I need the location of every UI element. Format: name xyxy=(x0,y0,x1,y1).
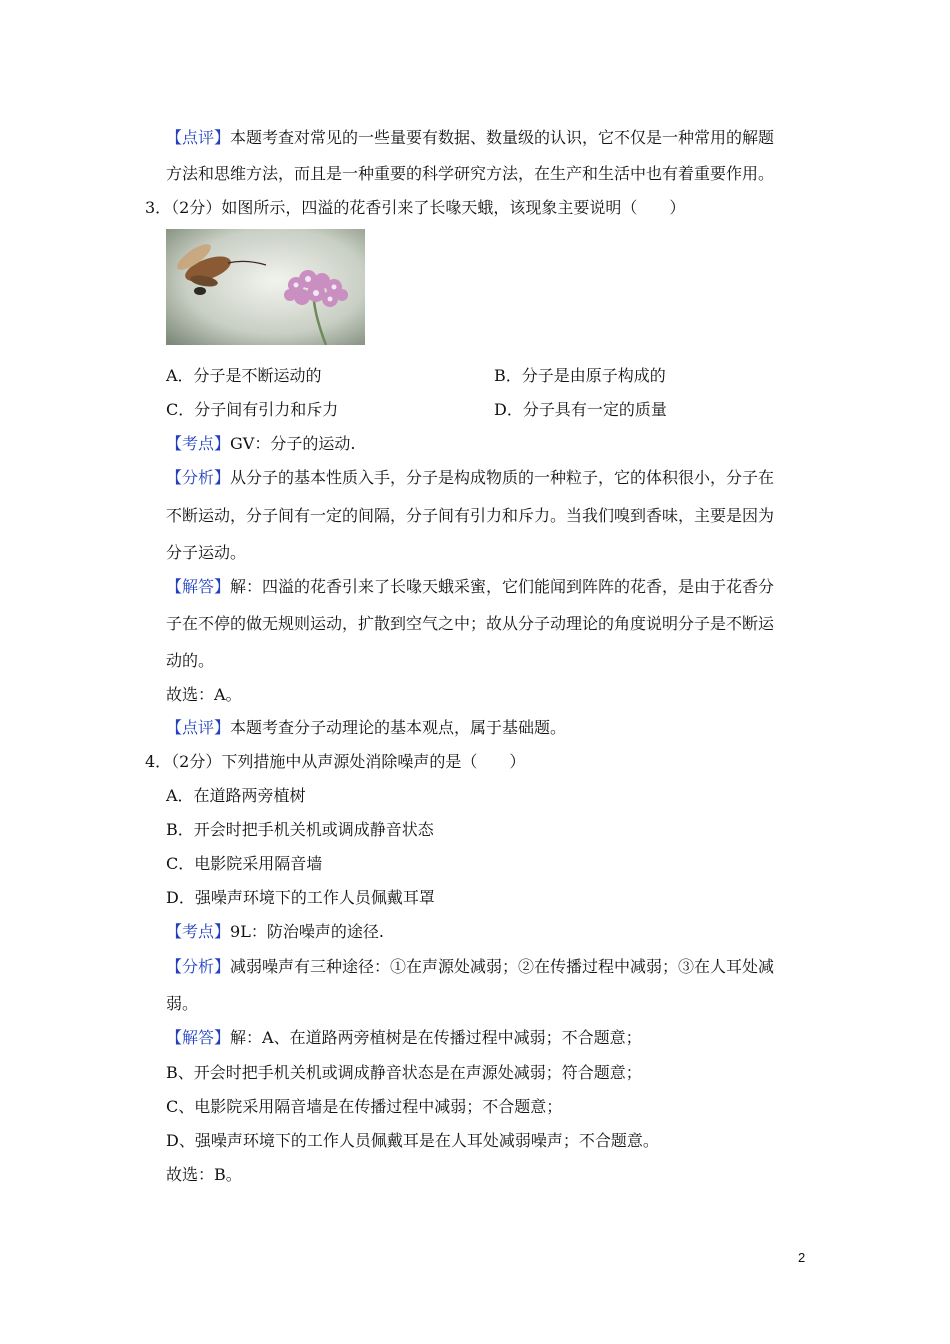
q4-kaodian xyxy=(166,922,384,942)
q3-jieda-2: 子在不停的做无规则运动，扩散到空气之中；故从分子动理论的角度说明分子是不断运 xyxy=(166,614,775,633)
q4-kaodian-text: 9L：防治噪声的途径. xyxy=(230,922,384,941)
q3-option-b: B．分子是由原子构成的 xyxy=(494,366,666,385)
q3-stem: 3．（2分）如图所示，四溢的花香引来了长喙天蛾，该现象主要说明（ ） xyxy=(145,198,686,217)
q4-fenxi-tag: 【分析】 xyxy=(166,957,231,976)
q3-jieda-3: 动的。 xyxy=(166,651,215,670)
review-line-1 xyxy=(166,128,774,148)
q3-fenxi-2: 不断运动，分子间有一定的间隔，分子间有引力和斥力。当我们嗅到香味，主要是因为 xyxy=(166,506,775,525)
q3-kaodian xyxy=(166,434,355,454)
q3-option-c: C．分子间有引力和斥力 xyxy=(166,400,339,419)
q4-answer: 故选：B。 xyxy=(166,1165,242,1184)
q3-fenxi-tag: 【分析】 xyxy=(166,468,231,487)
q4-kaodian-tag: 【考点】 xyxy=(166,922,231,941)
review-line-2: 方法和思维方法，而且是一种重要的科学研究方法，在生产和生活中也有着重要作用。 xyxy=(166,164,775,183)
q4-jieda-4: D、强噪声环境下的工作人员佩戴耳是在人耳处减弱噪声；不合题意。 xyxy=(166,1131,659,1150)
q3-jieda-1 xyxy=(166,577,774,597)
hawkmoth-flower-photo xyxy=(166,229,365,345)
q4-fenxi-1 xyxy=(166,957,774,977)
q4-jieda-1 xyxy=(166,1028,642,1048)
page-number: 2 xyxy=(798,1250,806,1265)
q3-jieda-text-1: 解：四溢的花香引来了长喙天蛾采蜜，它们能闻到阵阵的花香，是由于花香分 xyxy=(230,577,775,596)
q4-jieda-text-1: 解：A、在道路两旁植树是在传播过程中减弱；不合题意； xyxy=(230,1028,642,1047)
q4-jieda-tag: 【解答】 xyxy=(166,1028,231,1047)
q4-option-a: A．在道路两旁植树 xyxy=(166,786,306,805)
q4-option-d: D．强噪声环境下的工作人员佩戴耳罩 xyxy=(166,888,435,907)
review-tag: 【点评】 xyxy=(166,128,231,147)
q4-option-c: C．电影院采用隔音墙 xyxy=(166,854,323,873)
q3-fenxi-1 xyxy=(166,468,774,488)
q3-fenxi-3: 分子运动。 xyxy=(166,543,247,562)
review-text-1: 本题考查对常见的一些量要有数据、数量级的认识，它不仅是一种常用的解题 xyxy=(230,128,775,147)
q4-stem: 4．（2分）下列措施中从声源处消除噪声的是（ ） xyxy=(145,752,526,771)
q3-dianping xyxy=(166,718,566,738)
q3-dianping-text: 本题考查分子动理论的基本观点，属于基础题。 xyxy=(230,718,567,737)
q4-jieda-2: B、开会时把手机关机或调成静音状态是在声源处减弱；符合题意； xyxy=(166,1063,642,1082)
q3-kaodian-text: GV：分子的运动. xyxy=(230,434,356,453)
q4-fenxi-text-1: 减弱噪声有三种途径：①在声源处减弱；②在传播过程中减弱；③在人耳处减 xyxy=(230,957,775,976)
q3-jieda-tag: 【解答】 xyxy=(166,577,231,596)
q3-kaodian-tag: 【考点】 xyxy=(166,434,231,453)
q3-option-d: D．分子具有一定的质量 xyxy=(494,400,667,419)
q4-option-b: B．开会时把手机关机或调成静音状态 xyxy=(166,820,434,839)
q3-option-a: A．分子是不断运动的 xyxy=(166,366,322,385)
q3-fenxi-text-1: 从分子的基本性质入手，分子是构成物质的一种粒子，它的体积很小，分子在 xyxy=(230,468,775,487)
q4-jieda-3: C、电影院采用隔音墙是在传播过程中减弱；不合题意； xyxy=(166,1097,563,1116)
q3-answer: 故选：A。 xyxy=(166,685,242,704)
q3-dianping-tag: 【点评】 xyxy=(166,718,231,737)
q4-fenxi-2: 弱。 xyxy=(166,994,199,1013)
